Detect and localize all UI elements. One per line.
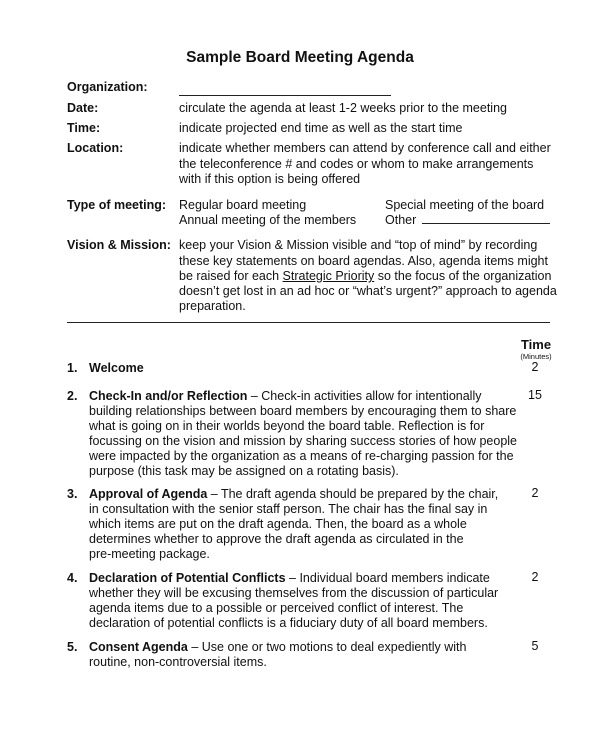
agenda-item-line: in consultation with the senior staff person. The chair has the final say in xyxy=(89,502,488,516)
organization-blank-line xyxy=(179,95,391,96)
item-title: Declaration of Potential Conflicts xyxy=(89,571,286,585)
type-option-regular: Regular board meeting xyxy=(179,198,307,212)
vision-line-text: be raised for each xyxy=(179,269,283,283)
vision-line-text: so the focus of the organization xyxy=(374,269,552,283)
agenda-item-line: routine, non-controversial items. xyxy=(89,655,267,669)
vision-line: these key statements on board agendas. Also, agenda items might xyxy=(179,254,548,268)
item-number: 2. xyxy=(67,389,78,403)
item-title: Consent Agenda xyxy=(89,640,188,654)
item-number: 5. xyxy=(67,640,78,654)
item-time: 15 xyxy=(528,388,542,402)
agenda-item-line: whether they will be excusing themselves from the discussion of particular xyxy=(89,586,499,600)
agenda-item-line xyxy=(89,570,490,586)
item-number: 3. xyxy=(67,487,78,501)
agenda-item-line: purpose (this task may be assigned on a rotating basis). xyxy=(89,464,399,478)
date-value: circulate the agenda at least 1-2 weeks prior to the meeting xyxy=(179,101,507,115)
item-text: – Use one or two motions to deal expediently with xyxy=(187,640,467,654)
agenda-item-line xyxy=(89,486,498,502)
organization-label: Organization: xyxy=(67,80,148,94)
time-label: Time: xyxy=(67,121,101,135)
agenda-item-line: pre-meeting package. xyxy=(89,547,210,561)
item-title: Welcome xyxy=(89,361,144,375)
item-text: – The draft agenda should be prepared by the chair, xyxy=(207,487,499,501)
item-text: – Individual board members indicate xyxy=(285,571,490,585)
vision-line: keep your Vision & Mission visible and “top of mind” by recording xyxy=(179,238,538,252)
type-of-meeting-label: Type of meeting: xyxy=(67,198,167,212)
date-label: Date: xyxy=(67,101,99,115)
agenda-item-line: what is going on in their worlds beyond the board table. Reflection is for xyxy=(89,419,485,433)
agenda-item-line: focussing on the vision and mission by sharing success stories of how people xyxy=(89,434,518,448)
agenda-item-line: building relationships between board members by encouraging them to share xyxy=(89,404,517,418)
vision-line xyxy=(179,268,551,284)
location-line: with if this option is being offered xyxy=(179,172,361,186)
type-option-other xyxy=(385,212,550,228)
item-number: 1. xyxy=(67,361,78,375)
location-line: the teleconference # and codes or whom to make arrangements xyxy=(179,157,534,171)
vision-line: preparation. xyxy=(179,299,246,313)
agenda-item-line: declaration of potential conflicts is a fiduciary duty of all board members. xyxy=(89,616,488,630)
item-time: 2 xyxy=(531,486,539,500)
item-time: 5 xyxy=(531,639,539,653)
item-text: – Check-in activities allow for intentionally xyxy=(247,389,482,403)
section-divider xyxy=(67,322,550,323)
item-title: Check-In and/or Reflection xyxy=(89,389,248,403)
agenda-item-line: were impacted by the organization as a means of re-charging passion for the xyxy=(89,449,514,463)
agenda-item-line: which items are put on the draft agenda. Then, the board as a whole xyxy=(89,517,467,531)
page-title: Sample Board Meeting Agenda xyxy=(186,49,414,66)
item-title: Approval of Agenda xyxy=(89,487,208,501)
location-label: Location: xyxy=(67,141,124,155)
item-time: 2 xyxy=(531,570,539,584)
vision-mission-label: Vision & Mission: xyxy=(67,238,171,252)
type-option-special: Special meeting of the board xyxy=(385,198,545,212)
type-option-annual: Annual meeting of the members xyxy=(179,213,357,227)
time-column-header: Time xyxy=(520,337,552,352)
agenda-item-line: determines whether to approve the draft agenda as circulated in the xyxy=(89,532,464,546)
agenda-item-title xyxy=(89,360,144,376)
agenda-item-line xyxy=(89,639,467,655)
vision-line: doesn’t get lost in an ad hoc or “what’s urgent?” approach to agenda xyxy=(179,284,557,298)
time-column-unit: (Minutes) xyxy=(520,352,552,361)
strategic-priority-link[interactable]: Strategic Priority xyxy=(282,269,375,283)
time-value: indicate projected end time as well as the start time xyxy=(179,121,463,135)
agenda-item-line xyxy=(89,388,482,404)
item-time: 2 xyxy=(531,360,539,374)
location-line: indicate whether members can attend by conference call and either xyxy=(179,141,551,155)
type-option-other-label: Other xyxy=(385,213,417,227)
item-number: 4. xyxy=(67,571,78,585)
agenda-item-line: agenda items due to a possible or perceived conflict of interest. The xyxy=(89,601,464,615)
other-blank-line xyxy=(422,223,550,224)
